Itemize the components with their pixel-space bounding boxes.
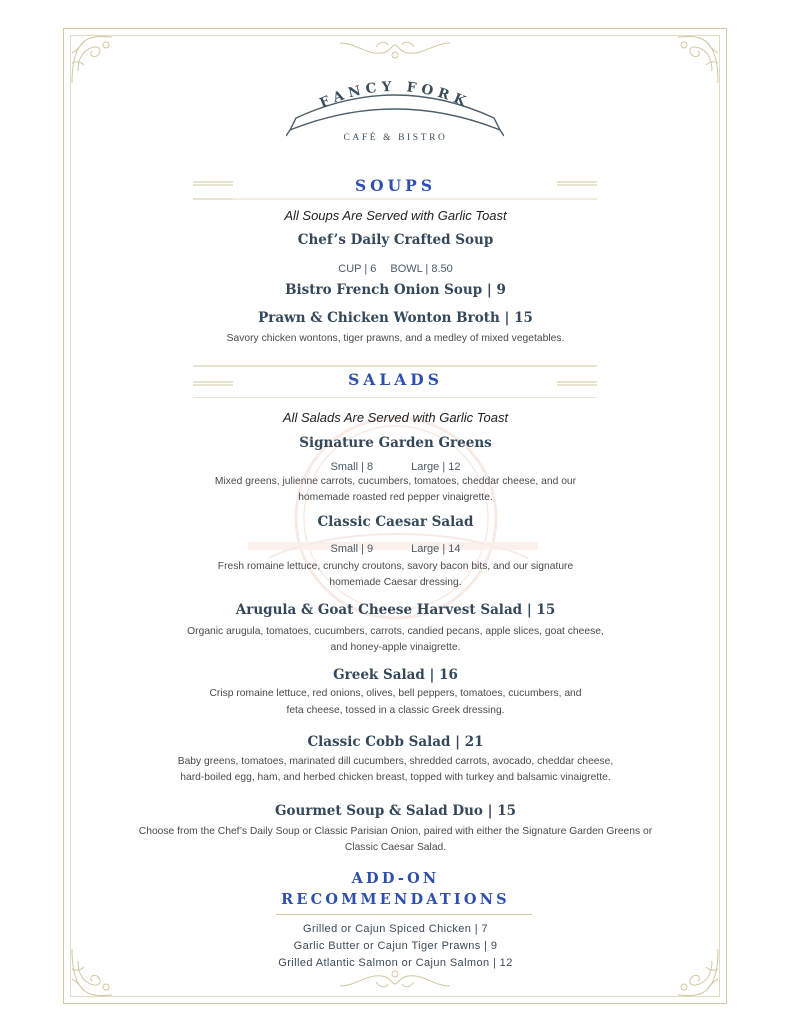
menu-item-name: Greek Salad | 16 xyxy=(333,667,458,683)
menu-item-desc: Crisp romaine lettuce, red onions, olives, bell peppers, tomatoes, cucumbers, and xyxy=(209,688,582,699)
top-flourish-icon xyxy=(336,37,454,63)
addon-item: Garlic Butter or Cajun Tiger Prawns | 9 xyxy=(293,940,498,952)
menu-item-desc: Fresh romaine lettuce, crunchy croutons, savory bacon bits, and our signature xyxy=(217,561,574,572)
price-bowl: BOWL | 8.50 xyxy=(390,263,453,275)
menu-item-desc: Choose from the Chef’s Daily Soup or Classic Parisian Onion, paired with either the Signature Garden Greens or xyxy=(138,826,653,837)
menu-item-name: Chef’s Daily Crafted Soup xyxy=(297,232,494,248)
addons-title-line1: ADD-ON xyxy=(351,870,440,887)
menu-item-name: Gourmet Soup & Salad Duo | 15 xyxy=(274,803,516,819)
salads-note: All Salads Are Served with Garlic Toast xyxy=(282,410,509,425)
menu-item-name: Prawn & Chicken Wonton Broth | 15 xyxy=(258,310,533,326)
brand-subtitle: CAFÉ & BISTRO xyxy=(343,133,448,143)
menu-item-desc: Baby greens, tomatoes, marinated dill cucumbers, shredded carrots, avocado, cheddar cheese, xyxy=(177,756,614,767)
menu-item-desc: and honey-apple vinaigrette. xyxy=(330,642,461,653)
menu-item-desc: feta cheese, tossed in a classic Greek dressing. xyxy=(286,705,505,716)
price-cup: CUP | 6 xyxy=(338,263,377,275)
addon-item: Grilled Atlantic Salmon or Cajun Salmon | 12 xyxy=(278,957,513,969)
menu-item-desc: Mixed greens, julienne carrots, cucumbers, tomatoes, cheddar cheese, and our xyxy=(214,476,577,487)
price-small: Small | 8 xyxy=(330,461,374,473)
menu-item-desc: Classic Caesar Salad. xyxy=(344,842,447,853)
menu-item-desc: hard-boiled egg, ham, and herbed chicken breast, topped with turkey and balsamic vinaigrette. xyxy=(180,772,611,783)
corner-ornament-icon xyxy=(66,31,124,89)
menu-item-name: Classic Cobb Salad | 21 xyxy=(307,734,484,750)
price-large: Large | 12 xyxy=(411,461,461,473)
soups-note: All Soups Are Served with Garlic Toast xyxy=(284,208,507,223)
menu-item-name: Classic Caesar Salad xyxy=(317,514,474,530)
menu-item-desc: homemade Caesar dressing. xyxy=(329,577,462,588)
menu-item-desc: Savory chicken wontons, tiger prawns, and a medley of mixed vegetables. xyxy=(226,333,565,344)
menu-item-name: Bistro French Onion Soup | 9 xyxy=(285,282,506,298)
addon-item: Grilled or Cajun Spiced Chicken | 7 xyxy=(303,923,488,935)
menu-item-desc: homemade roasted red pepper vinaigrette. xyxy=(298,492,493,503)
menu-item-prices xyxy=(0,461,791,473)
price-large: Large | 14 xyxy=(411,543,461,555)
menu-item-prices xyxy=(0,543,791,555)
bottom-flourish-icon xyxy=(336,966,454,992)
menu-item-name: Arugula & Goat Cheese Harvest Salad | 15 xyxy=(235,602,556,618)
addons-divider xyxy=(276,914,532,915)
corner-ornament-icon xyxy=(666,31,724,89)
menu-item-name: Signature Garden Greens xyxy=(299,435,492,451)
menu-item-prices xyxy=(0,263,791,275)
brand-name: FANCY FORK xyxy=(317,78,473,112)
soups-title: SOUPS xyxy=(354,176,437,195)
price-small: Small | 9 xyxy=(330,543,374,555)
salads-title: SALADS xyxy=(348,370,443,389)
addons-title-line2: RECOMMENDATIONS xyxy=(281,891,510,908)
menu-item-desc: Organic arugula, tomatoes, cucumbers, carrots, candied pecans, apple slices, goat cheese, xyxy=(187,626,604,637)
